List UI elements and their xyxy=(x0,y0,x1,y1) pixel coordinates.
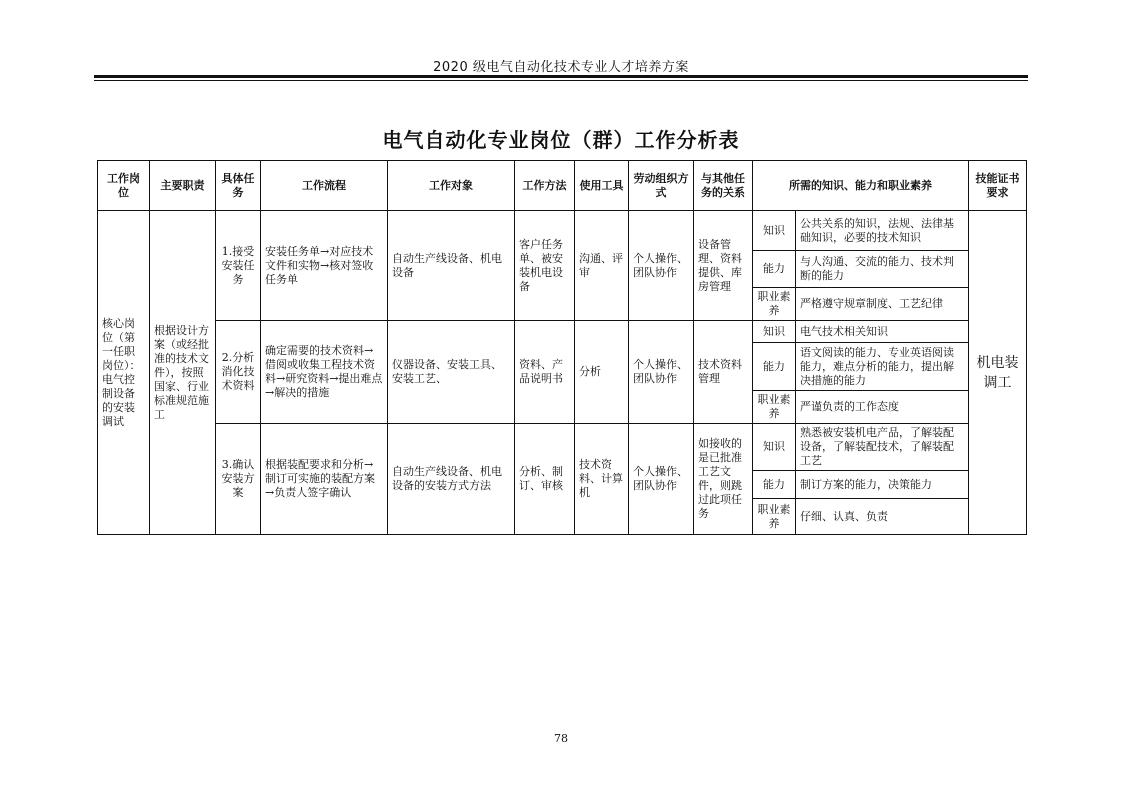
quality-category: 能力 xyxy=(753,471,796,499)
task-cell: 1.接受安装任务 xyxy=(216,211,261,321)
relation-cell: 如接收的是已批准工艺文件，则跳过此项任务 xyxy=(694,424,753,535)
object-cell: 仪器设备、安装工具、安装工艺、 xyxy=(388,321,515,424)
process-cell: 确定需要的技术资料→借阅或收集工程技术资料→研究资料→提出难点→解决的措施 xyxy=(261,321,388,424)
tool-cell: 沟通、评审 xyxy=(575,211,629,321)
table-row xyxy=(98,211,1027,251)
table-header-row xyxy=(98,161,1027,211)
tool-cell: 技术资料、计算机 xyxy=(575,424,629,535)
object-cell: 自动生产线设备、机电设备 xyxy=(388,211,515,321)
header-rule-thin xyxy=(94,80,1028,81)
labor-cell: 个人操作、团队协作 xyxy=(629,211,694,321)
method-cell: 分析、制订、审核 xyxy=(515,424,575,535)
quality-text: 仔细、认真、负责 xyxy=(796,499,969,535)
quality-category: 能力 xyxy=(753,251,796,288)
quality-category: 知识 xyxy=(753,211,796,251)
header-object: 工作对象 xyxy=(388,161,515,211)
header-tool: 使用工具 xyxy=(575,161,629,211)
header-labor: 劳动组织方式 xyxy=(629,161,694,211)
job-analysis-table xyxy=(97,160,1027,535)
relation-cell: 技术资料管理 xyxy=(694,321,753,424)
page-title: 电气自动化专业岗位（群）工作分析表 xyxy=(382,128,740,152)
quality-category: 职业素养 xyxy=(753,288,796,321)
quality-text: 语文阅读的能力、专业英语阅读能力，难点分析的能力，提出解决措施的能力 xyxy=(796,343,969,391)
labor-cell: 个人操作、团队协作 xyxy=(629,424,694,535)
quality-category: 职业素养 xyxy=(753,499,796,535)
running-header: 2020 级电气自动化技术专业人才培养方案 xyxy=(433,60,689,75)
quality-text: 电气技术相关知识 xyxy=(796,321,969,343)
position-cell: 核心岗位（第一任职岗位）：电气控制设备的安装调试 xyxy=(98,211,150,535)
page-number: 78 xyxy=(554,732,568,745)
header-rule-thick xyxy=(94,75,1028,78)
quality-text: 制订方案的能力，决策能力 xyxy=(796,471,969,499)
labor-cell: 个人操作、团队协作 xyxy=(629,321,694,424)
quality-text: 公共关系的知识，法规、法律基础知识，必要的技术知识 xyxy=(796,211,969,251)
header-relation: 与其他任务的关系 xyxy=(694,161,753,211)
header-duty: 主要职责 xyxy=(150,161,216,211)
quality-category: 知识 xyxy=(753,424,796,471)
cert-cell: 机电装调工 xyxy=(969,211,1027,535)
process-cell: 根据装配要求和分析→制订可实施的装配方案→负责人签字确认 xyxy=(261,424,388,535)
header-task: 具体任务 xyxy=(216,161,261,211)
quality-text: 严格遵守规章制度、工艺纪律 xyxy=(796,288,969,321)
header-cert: 技能证书要求 xyxy=(969,161,1027,211)
header-process: 工作流程 xyxy=(261,161,388,211)
quality-text: 严谨负责的工作态度 xyxy=(796,391,969,424)
object-cell: 自动生产线设备、机电设备的安装方式方法 xyxy=(388,424,515,535)
quality-category: 知识 xyxy=(753,321,796,343)
task-cell: 3.确认安装方案 xyxy=(216,424,261,535)
header-position: 工作岗位 xyxy=(98,161,150,211)
table-row xyxy=(98,424,1027,471)
quality-category: 职业素养 xyxy=(753,391,796,424)
quality-text: 熟悉被安装机电产品，了解装配设备，了解装配技术，了解装配工艺 xyxy=(796,424,969,471)
quality-text: 与人沟通、交流的能力、技术判断的能力 xyxy=(796,251,969,288)
process-cell: 安装任务单→对应技术文件和实物→核对签收任务单 xyxy=(261,211,388,321)
method-cell: 资料、产品说明书 xyxy=(515,321,575,424)
method-cell: 客户任务单、被安装机电设备 xyxy=(515,211,575,321)
task-cell: 2.分析消化技术资料 xyxy=(216,321,261,424)
table-row xyxy=(98,321,1027,343)
header-quality: 所需的知识、能力和职业素养 xyxy=(753,161,969,211)
header-method: 工作方法 xyxy=(515,161,575,211)
quality-category: 能力 xyxy=(753,343,796,391)
relation-cell: 设备管理、资料提供、库房管理 xyxy=(694,211,753,321)
duty-cell: 根据设计方案（或经批准的技术文件），按照国家、行业标准规范施工 xyxy=(150,211,216,535)
tool-cell: 分析 xyxy=(575,321,629,424)
